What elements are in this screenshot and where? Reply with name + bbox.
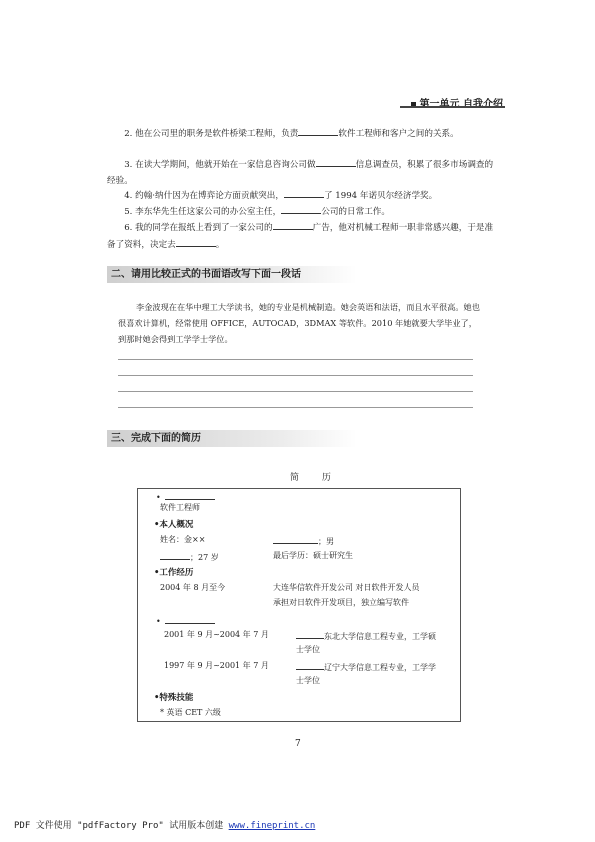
- age-text: ；27 岁: [190, 553, 219, 562]
- fill-blank[interactable]: [284, 188, 324, 198]
- exercise-4-text-a: 4. 约翰·纳什因为在博弈论方面贡献突出，: [124, 191, 284, 201]
- fill-blank[interactable]: [176, 237, 216, 247]
- writing-line[interactable]: [118, 359, 473, 360]
- work-date: 2004 年 8 月至今: [160, 583, 226, 592]
- section-2-paragraph: 李金波现在在华中理工大学读书，她的专业是机械制造。她会英语和法语，而且水平很高。她也很喜欢计算机，经常使用 OFFICE，AUTOCAD，3DMAX 等软件。2010 年她就要大学毕业了，到那时她会得到工学学士学位。: [118, 302, 480, 344]
- work-desc-line-1: 大连华信软件开发公司 对日软件开发人员: [273, 583, 420, 592]
- profile-gender: [273, 534, 334, 547]
- edu-1-date: 2001 年 9 月~2004 年 7 月: [164, 630, 269, 639]
- edu-2-desc-line-2: 士学位: [296, 676, 320, 685]
- education-heading-line: [156, 614, 215, 627]
- exercise-5-text-b: 公司的日常工作。: [321, 207, 390, 217]
- exercise-5-text-a: 5. 李东华先生任这家公司的办公室主任，: [124, 207, 282, 217]
- edu-2-desc-text: 辽宁大学信息工程专业，工学学: [324, 663, 436, 672]
- profile-heading: •本人概况: [154, 520, 194, 530]
- fill-blank[interactable]: [298, 126, 338, 136]
- edu-1-desc-line-2: 士学位: [296, 645, 320, 654]
- page-number: 7: [295, 739, 301, 749]
- fill-blank[interactable]: [165, 614, 215, 624]
- exercise-3-text-b: 信息调查员，积累了很多市场调查的经验。: [107, 160, 494, 186]
- exercise-2-text-a: 2. 他在公司里的职务是软件桥梁工程师，负责: [124, 129, 299, 139]
- work-heading: •工作经历: [154, 568, 194, 578]
- fill-blank[interactable]: [296, 660, 324, 670]
- edu-2-desc-line-1: [296, 660, 436, 673]
- objective-bullet: •: [156, 493, 161, 502]
- exercise-3: [107, 157, 501, 189]
- exercise-3-text-a: 3. 在读大学期间，他就开始在一家信息咨询公司做: [124, 160, 316, 170]
- fill-blank[interactable]: [296, 629, 324, 639]
- exercise-6-text-b: 广告，他对机械工程师一职非常感兴趣，于是准备了资料，决定去: [107, 223, 494, 250]
- writing-line[interactable]: [118, 391, 473, 392]
- resume-title: 简 历: [290, 473, 341, 483]
- exercise-5: [107, 204, 501, 221]
- writing-line[interactable]: [118, 407, 473, 408]
- profile-age: [160, 550, 219, 563]
- footer-text: PDF 文件使用 "pdfFactory Pro" 试用版本创建: [14, 821, 229, 831]
- footer-link[interactable]: www.fineprint.cn: [228, 821, 316, 831]
- fill-blank[interactable]: [273, 534, 318, 544]
- unit-title: 第一单元 自我介绍: [419, 99, 503, 110]
- section-2-heading: 二、请用比较正式的书面语改写下面一段话: [107, 266, 357, 283]
- skills-heading: •特殊技能: [154, 693, 194, 703]
- skill-item: * 英语 CET 六级: [160, 708, 221, 717]
- exercise-2: [107, 126, 501, 143]
- pdf-footer: [14, 818, 315, 831]
- exercise-6-text-a: 6. 我的同学在报纸上看到了一家公司的: [124, 223, 273, 233]
- fill-blank[interactable]: [160, 550, 190, 560]
- exercise-6-text-c: 。: [215, 239, 225, 250]
- profile-degree: 最后学历：硕士研究生: [273, 551, 353, 560]
- exercise-4: [107, 188, 501, 205]
- education-bullet: •: [156, 617, 161, 626]
- exercise-6: [107, 220, 501, 253]
- writing-line[interactable]: [118, 375, 473, 376]
- objective-value: 软件工程师: [160, 503, 200, 512]
- exercise-2-text-b: 软件工程师和客户之间的关系。: [338, 129, 459, 139]
- profile-name: 姓名：金××: [160, 535, 206, 544]
- fill-blank[interactable]: [165, 490, 215, 500]
- edu-1-desc-line-1: [296, 629, 436, 642]
- section-3-heading: 三、完成下面的简历: [107, 430, 357, 447]
- work-desc-line-2: 承担对日软件开发项目，独立编写软件: [273, 598, 409, 607]
- fill-blank[interactable]: [281, 204, 321, 214]
- fill-blank[interactable]: [273, 220, 313, 230]
- exercise-4-text-b: 了 1994 年诺贝尔经济学奖。: [323, 191, 438, 201]
- fill-blank[interactable]: [316, 157, 356, 167]
- edu-1-desc-text: 东北大学信息工程专业，工学硕: [324, 632, 436, 641]
- header-divider: [400, 106, 505, 108]
- edu-2-date: 1997 年 9 月~2001 年 7 月: [164, 661, 269, 670]
- gender-text: ；男: [318, 537, 334, 546]
